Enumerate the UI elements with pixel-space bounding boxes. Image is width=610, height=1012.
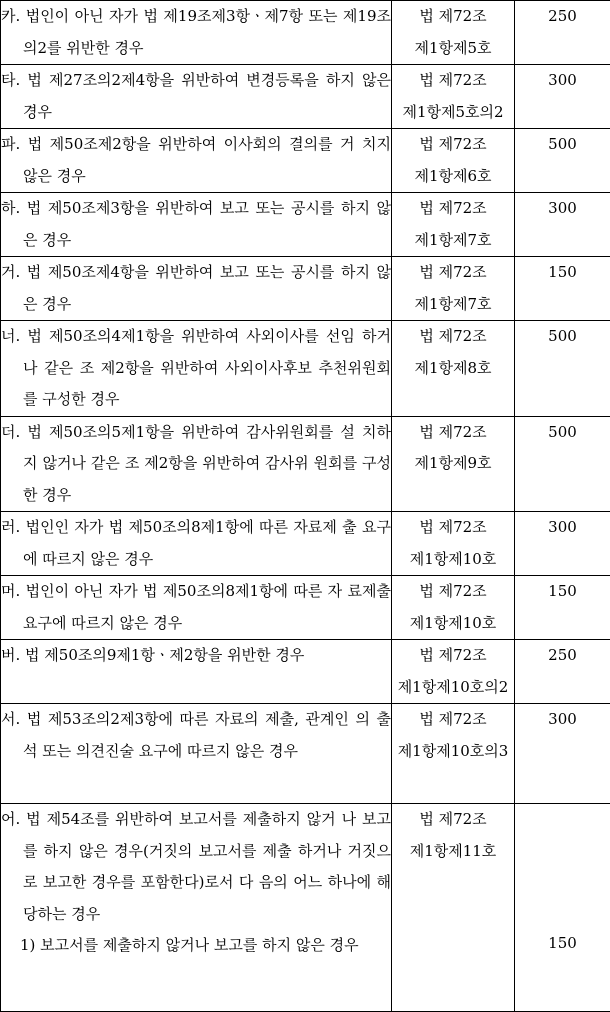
- basis-line: 법 제72조: [392, 65, 514, 97]
- item-line: 하지 않은 경우: [23, 263, 391, 313]
- item-description: [1, 65, 392, 129]
- basis-line: 제1항제9호: [392, 448, 514, 480]
- legal-basis: [392, 640, 515, 704]
- table-row: [1, 416, 610, 512]
- item-description: [1, 129, 392, 193]
- item-line: 료제출 요구에 따르지 않은 경우: [23, 582, 391, 632]
- fine-amount: 250: [515, 1, 610, 65]
- basis-line: 제1항제11호: [392, 836, 514, 868]
- basis-line: 법 제72조: [392, 640, 514, 672]
- item-line: 음의 어느 하나에 해당하는 경우: [23, 873, 391, 923]
- table-row: [1, 65, 610, 129]
- legal-basis: [392, 193, 515, 257]
- basis-line: 제1항제10호: [392, 608, 514, 640]
- item-line: 출 요구에 따르지 않은 경우: [23, 518, 391, 568]
- item-text: [1, 576, 391, 639]
- legal-basis: [392, 257, 515, 321]
- fine-amount: 150: [515, 257, 610, 321]
- legal-basis: [392, 804, 515, 1012]
- item-line: 파. 법 제50조제2항을 위반하여 이사회의 결의를 거: [1, 135, 355, 153]
- sub-item-line: 1) 보고서를 제출하지 않거나 보고를 하지 않은: [20, 936, 325, 954]
- item-text: [1, 704, 391, 767]
- item-text: [1, 804, 391, 930]
- item-line: 타. 법 제27조의2제4항을 위반하여 변경등록을 하지: [1, 71, 355, 89]
- basis-line: 법 제72조: [392, 804, 514, 836]
- item-line: 치지 않은 경우: [23, 135, 391, 185]
- item-line: 서. 법 제53조의2제3항에 따른 자료의 제출, 관계인: [1, 710, 349, 728]
- item-text: [1, 417, 391, 512]
- legal-basis: [392, 704, 515, 804]
- basis-line: 제1항제10호의2: [392, 672, 514, 704]
- item-text: [1, 640, 391, 672]
- item-line: 제19조의2를 위반한 경우: [23, 7, 391, 57]
- table-row: [1, 321, 610, 417]
- item-description: [1, 640, 392, 704]
- basis-line: 법 제72조: [392, 1, 514, 33]
- legal-basis: [392, 1, 515, 65]
- item-text: [1, 512, 391, 575]
- table-row: [1, 257, 610, 321]
- item-line: 버. 법 제50조의9제1항ㆍ제2항을 위반한 경우: [1, 646, 304, 664]
- item-description: [1, 193, 392, 257]
- basis-line: 제1항제5호의2: [392, 97, 514, 129]
- item-text: [1, 129, 391, 192]
- item-line: 하. 법 제50조제3항을 위반하여 보고 또는 공시를: [1, 199, 334, 217]
- basis-line: 법 제72조: [392, 193, 514, 225]
- item-line: 나 보고를 하지 않은 경우(거짓의 보고서를 제출: [23, 810, 391, 860]
- basis-line: 법 제72조: [392, 576, 514, 608]
- basis-line: 제1항제7호: [392, 225, 514, 257]
- item-text: [1, 1, 391, 64]
- item-text: [1, 321, 391, 416]
- item-text: [1, 257, 391, 320]
- legal-basis: [392, 416, 515, 512]
- fine-amount: 500: [515, 416, 610, 512]
- legal-basis: [392, 65, 515, 129]
- item-description: [1, 1, 392, 65]
- item-line: 머. 법인이 아닌 자가 법 제50조의8제1항에 따른 자: [1, 582, 342, 600]
- item-line: 거. 법 제50조제4항을 위반하여 보고 또는 공시를: [1, 263, 334, 281]
- item-description: [1, 804, 392, 1012]
- item-text: [1, 193, 391, 256]
- legal-basis: [392, 321, 515, 417]
- fine-amount: 300: [515, 193, 610, 257]
- basis-line: 법 제72조: [392, 257, 514, 289]
- item-line: 치하지 않거나 같은 조 제2항을 위반하여 감사위: [23, 423, 391, 473]
- table-row: [1, 193, 610, 257]
- item-description: [1, 576, 392, 640]
- item-line: 어. 법 제54조를 위반하여 보고서를 제출하지 않거: [1, 810, 336, 828]
- fine-amount: 500: [515, 129, 610, 193]
- item-text: [1, 65, 391, 128]
- basis-line: 제1항제8호: [392, 353, 514, 385]
- table-row: [1, 704, 610, 804]
- fine-amount: 250: [515, 640, 610, 704]
- item-description: [1, 512, 392, 576]
- basis-line: 법 제72조: [392, 417, 514, 449]
- table-row: [1, 640, 610, 704]
- basis-line: 제1항제5호: [392, 33, 514, 65]
- sub-item-text: [1, 930, 391, 962]
- fine-amount: 300: [515, 65, 610, 129]
- item-line: 하지 않은 경우: [23, 199, 391, 249]
- sub-item-line: 경우: [330, 936, 359, 954]
- item-line: 추천위원회를 구성한 경우: [23, 359, 391, 409]
- basis-line: 법 제72조: [392, 321, 514, 353]
- table-row: [1, 512, 610, 576]
- table-row: [1, 804, 610, 1012]
- item-line: 의 출석 또는 의견진술 요구에 따르지 않은 경우: [23, 710, 391, 760]
- basis-line: 제1항제10호: [392, 544, 514, 576]
- basis-line: 제1항제7호: [392, 289, 514, 321]
- basis-line: 제1항제6호: [392, 161, 514, 193]
- item-line: 하거나 같은 조 제2항을 위반하여 사외이사후보: [23, 327, 391, 377]
- basis-line: 법 제72조: [392, 704, 514, 736]
- item-description: [1, 704, 392, 804]
- basis-line: 법 제72조: [392, 129, 514, 161]
- item-line: 러. 법인인 자가 법 제50조의8제1항에 따른 자료제: [1, 518, 337, 536]
- fine-amount: 300: [515, 704, 610, 804]
- fine-amount: 500: [515, 321, 610, 417]
- item-line: 원회를 구성한 경우: [23, 454, 391, 504]
- item-line: 더. 법 제50조의5제1항을 위반하여 감사위원회를 설: [1, 423, 355, 441]
- legal-basis: [392, 129, 515, 193]
- item-line: 않은 경우: [23, 71, 391, 121]
- basis-line: 법 제72조: [392, 512, 514, 544]
- item-description: [1, 321, 392, 417]
- legal-basis: [392, 512, 515, 576]
- table-row: [1, 1, 610, 65]
- fine-amount: [515, 804, 610, 1012]
- table-row: [1, 129, 610, 193]
- table-row: [1, 576, 610, 640]
- item-line: 카. 법인이 아닌 자가 법 제19조제3항ㆍ제7항 또는: [1, 7, 337, 25]
- item-description: [1, 257, 392, 321]
- item-description: [1, 416, 392, 512]
- item-line: 하거나 거짓으로 보고한 경우를 포함한다)로서 다: [23, 842, 391, 892]
- item-line: 너. 법 제50조의4제1항을 위반하여 사외이사를 선임: [1, 327, 355, 345]
- fine-amount: 150: [515, 576, 610, 640]
- legal-basis: [392, 576, 515, 640]
- fine-value: 150: [548, 934, 577, 952]
- fine-amount: 300: [515, 512, 610, 576]
- basis-line: 제1항제10호의3: [392, 736, 514, 768]
